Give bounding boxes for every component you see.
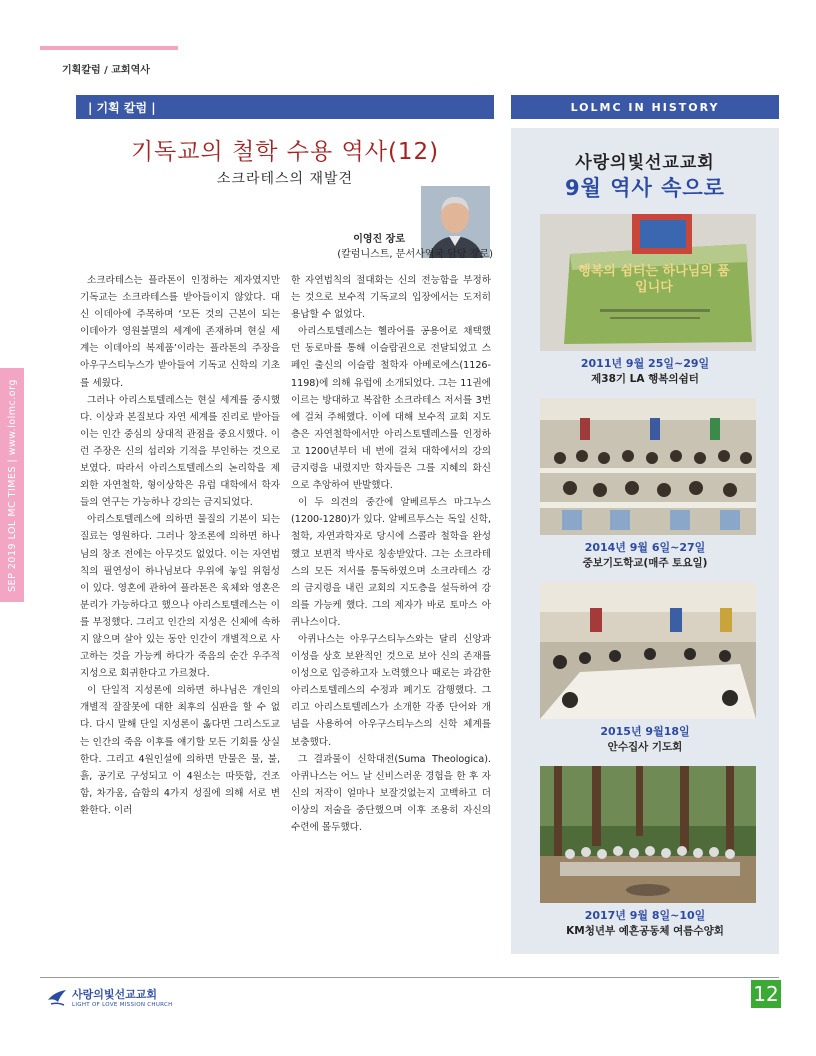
- article-column-2: [291, 272, 491, 836]
- article-title: 기독교의 철학 수용 역사(12): [130, 139, 440, 165]
- paragraph: 아리스토텔레스는 헬라어를 공용어로 채택했던 동로마를 통해 이슬람권으로 전달되었고 스페인 출신의 이슬람 철학자 아베로에스(1126-1198)에 의해 유럽에 소개되었다. 그는 11권에 이르는 방대하고 복잡한 소크라테스 저서를 3번에 걸쳐 주해했다. 이에 대해 보수적 교회 지도층은 자연철학에서만 아리스토텔레스를 인정하고 1200년부터 네 번에 걸쳐 대학에서의 강의 금지령을 내렸지만 학자들은 그를 지혜의 화신으로 추앙하여 반발했다.: [291, 326, 491, 492]
- paragraph: 이 두 의견의 중간에 알베르투스 마그누스(1200-1280)가 있다. 알베르투스는 독일 신학, 철학, 자연과학자로 당시에 스콜라 철학을 완성했고 보편적 박사로 칭송받았다. 그는 소크라테스의 모든 저서를 통독하였으며 소크라테스 강의 금지령을 내린 교회의 지도층을 설득하여 강의를 가능케 했다. 그의 제자가 바로 토마스 아퀴나스이다.: [291, 497, 491, 628]
- article-subtitle: 소크라테스의 재발견: [216, 171, 354, 187]
- author-role: (칼럼니스트, 문서사역국 담당 장로): [337, 249, 493, 260]
- history-header-bar: LOLMC IN HISTORY: [511, 95, 779, 119]
- logo-subtitle: LIGHT OF LOVE MISSION CHURCH: [72, 1002, 173, 1008]
- paragraph: 아퀴나스는 아우구스티누스와는 달리 신앙과 이성을 상호 보완적인 것으로 보아 신의 존재를 이성으로 입증하고자 노력했으나 때로는 과감한 아리스토텔레스의 수정과 폐기도 감행했다. 그리고 아리스토텔레스가 소개한 각종 단어와 개념을 사용하여 아우구스티누스의 신학 체계를 보충했다.: [291, 633, 491, 748]
- paragraph: 소크라테스는 플라톤이 인정하는 제자였지만 기독교는 소크라테스를 받아들이지 않았다. 대신 이데아에 주목하며 ‘모든 것의 근본이 되는 이데아가 영원불멸의 세계에 존재하며 현실 세계는 이데아의 복제품’이라는 플라톤의 주장을 아우구스티누스가 받아들여 기독교 신학의 기초를 세웠다.: [80, 275, 280, 389]
- history-event: KM청년부 예흔공동체 여름수양회: [566, 925, 724, 937]
- history-event: 중보기도학교(매주 토요일): [582, 557, 708, 569]
- paragraph: 한 자연법칙의 절대화는 신의 전능함을 부정하는 것으로 보수적 기독교의 입장에서는 도저히 용납할 수 없었다.: [291, 275, 491, 321]
- history-date: 2015년 9월18일: [600, 725, 690, 738]
- history-church-name: 사랑의빛선교교회: [575, 153, 715, 173]
- dove-logo-icon: [46, 986, 68, 1008]
- history-photo-2: [540, 398, 756, 535]
- paragraph: 그러나 아리스토텔레스는 현실 세계를 중시했다. 이상과 본질보다 자연 세계를 진리로 받아들이는 인간 중심의 상대적 관점을 중요시했다. 이런 주장은 신의 섭리와 기적을 부인하는 것으로 보였다. 따라서 아리스토텔레스의 논리학을 제외한 자연철학, 형이상학은 유럽 대학에서 학자들의 연구는 가능하나 강의는 금지되었다.: [80, 394, 280, 509]
- page-number: 12: [751, 980, 781, 1008]
- history-date: 2011년 9월 25일~29일: [580, 357, 710, 370]
- history-event: 제38기 LA 행복의쉼터: [591, 373, 699, 385]
- section-label: 기획칼럼 / 교회역사: [62, 65, 150, 76]
- article-column-1: [80, 272, 280, 819]
- paragraph: 그 결과물이 신학대전(Suma Theologica). 아퀴나스는 어느 날 신비스러운 경험을 한 후 자신의 저작이 얼마나 보잘것없는지 고백하고 더 이상의 저술을 중단했으며 이후 조용히 자신의 수련에 몰두했다.: [291, 753, 491, 833]
- footer-divider: [40, 977, 779, 978]
- paragraph: 이 단일적 지성론에 의하면 하나님은 개인의 개별적 잘잘못에 대한 최후의 심판을 할 수 없다. 다시 말해 단일 지성론이 옳다면 그리스도교는 인간의 죽음 이후를 얘기할 모든 기회를 상실한다. 그리고 4원인설에 의하면 만물은 물, 불, 흙, 공기로 구성되고 이 4원소는 따뜻함, 건조함, 차가움, 습함의 4가지 성질에 의해 서로 변환한다. 이러: [80, 685, 280, 816]
- history-date: 2017년 9월 8일~10일: [584, 909, 706, 922]
- author-name: 이영진 장로: [353, 234, 405, 245]
- issue-info: SEP 2019 LOL MC TIMES | www.lolmc.org: [6, 378, 18, 592]
- side-vertical-banner: [0, 368, 24, 602]
- history-title: 9월 역사 속으로: [565, 176, 725, 200]
- top-accent-bar: [40, 46, 178, 50]
- history-photo-4: [540, 766, 756, 903]
- church-logo: [46, 986, 173, 1008]
- logo-name: 사랑의빛선교교회: [72, 988, 158, 1001]
- book-cover-text: 행복의 쉼터는 하나님의 품입니다: [578, 264, 730, 295]
- history-date: 2014년 9월 6일~27일: [584, 541, 706, 554]
- paragraph: 아리스토텔레스에 의하면 물질의 기본이 되는 질료는 영원하다. 그러나 창조론에 의하면 하나님의 창조 전에는 아무것도 없었다. 이는 자연법칙의 필연성이 하나님보다 우위에 놓일 위험성이 있다. 영혼에 관하여 플라톤은 육체와 영혼은 분리가 가능하다고 했으나 아리스토텔레스는 이를 부정했다. 그리고 인간의 지성은 신체에 속하지 않으며 살아 있는 동안 인간이 개별적으로 사고하는 것을 가능케 하다가 죽음의 순간 우주적 지성으로 회귀한다고 가르쳤다.: [80, 514, 280, 680]
- column-header-bar: | 기획 칼럼 |: [76, 95, 494, 119]
- history-photo-3: [540, 582, 756, 719]
- history-event: 안수집사 기도회: [607, 741, 683, 753]
